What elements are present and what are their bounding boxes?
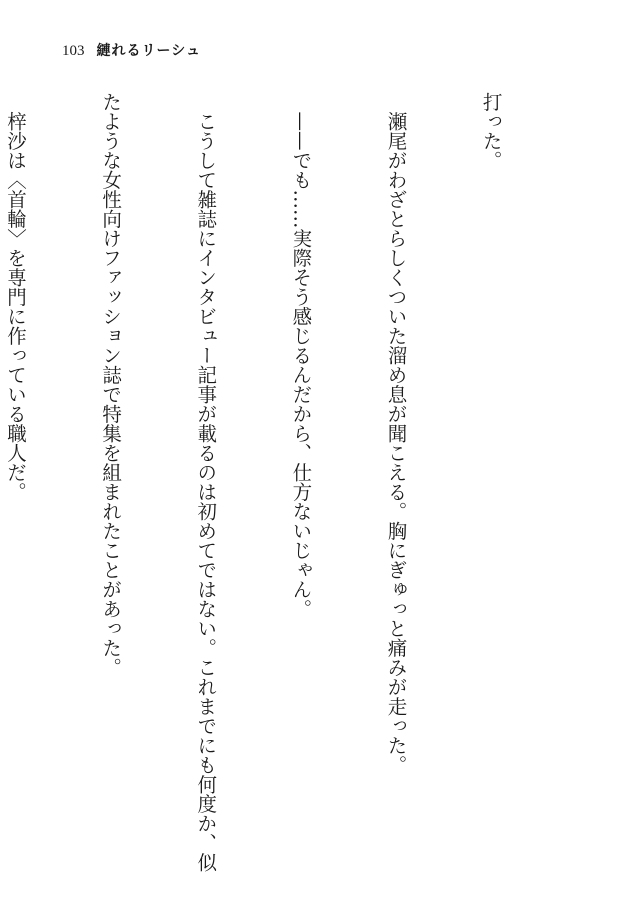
text-line: 瀬尾がわざとらしくついた溜め息が聞こえる。胸にぎゅっと痛みが走った。 [384, 92, 408, 775]
text-line: こうして雑誌にインタビュー記事が載るのは初めてではない。これまでにも何度か、似 [194, 92, 218, 872]
page-header [62, 40, 201, 60]
page-number: 103 [62, 43, 85, 59]
text-line: 梓沙は〈首輪〉を専門に作っている職人だ。 [4, 92, 28, 502]
running-title: 縺れるリーシュ [96, 43, 201, 59]
text-line: ——でも……実際そう感じるんだから、仕方ないじゃん。 [289, 92, 313, 619]
vertical-body-text [4, 92, 570, 882]
text-line: たような女性向けファッション誌で特集を組まれたことがあった。 [99, 92, 123, 677]
text-line: 打った。 [479, 92, 503, 170]
